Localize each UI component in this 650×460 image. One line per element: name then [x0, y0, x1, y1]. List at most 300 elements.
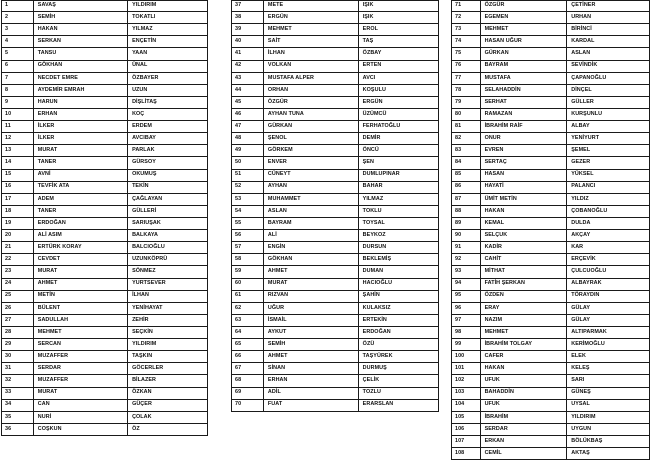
table-row [231, 48, 439, 60]
last-name-cell: ENÇETİN [132, 38, 157, 45]
table-row [231, 327, 439, 339]
table-row [451, 375, 650, 387]
table-row [451, 339, 650, 351]
first-name-cell: FUAT [264, 400, 359, 411]
table-row [231, 121, 439, 133]
row-number: 53 [232, 194, 264, 205]
first-name-cell: BAYRAM [481, 61, 568, 72]
last-name-cell: ÖZKAN [132, 389, 152, 396]
last-name-cell: PALANCI [571, 183, 596, 190]
row-number: 88 [452, 206, 481, 217]
table-row [451, 424, 650, 436]
row-number: 38 [232, 12, 264, 23]
table-row [231, 145, 439, 157]
table-row [1, 242, 208, 254]
row-number: 42 [232, 61, 264, 72]
last-name-cell: URHAN [571, 13, 592, 20]
table-row [1, 157, 208, 169]
last-name-cell: ERARSLAN [362, 401, 394, 408]
first-name-cell: SERHAT [481, 97, 568, 108]
table-row [451, 218, 650, 230]
table-row [1, 230, 208, 242]
last-name-cell: UYGUN [571, 425, 592, 432]
table-row [1, 133, 208, 145]
first-name-cell: ÖZGÜR [264, 97, 359, 108]
last-name-cell: ERÇEVİK [571, 256, 596, 263]
table-row [1, 400, 208, 412]
row-number: 63 [232, 315, 264, 326]
table-row [1, 424, 208, 436]
last-name-cell: HACIOĞLU [362, 280, 393, 287]
last-name-cell: BALKAYA [132, 231, 158, 238]
row-number: 98 [452, 327, 481, 338]
table-row [231, 0, 439, 12]
last-name-cell: ÖNCÜ [362, 147, 379, 154]
table-row [1, 85, 208, 97]
first-name-cell: EGEMEN [481, 12, 568, 23]
last-name-cell: KURŞUNLU [571, 110, 603, 117]
table-row [451, 182, 650, 194]
table-row [451, 170, 650, 182]
row-number: 25 [2, 291, 34, 302]
first-name-cell: ÖZGÜR [481, 1, 568, 11]
first-name-cell: ÜMİT METİN [481, 194, 568, 205]
last-name-cell: ŞEMEL [571, 147, 591, 154]
first-name-cell: HAYATİ [481, 182, 568, 193]
first-name-cell: İBRAHİM RAİF [481, 121, 568, 132]
table-row [231, 61, 439, 73]
row-number: 82 [452, 133, 481, 144]
last-name-cell: UYSAL [571, 401, 590, 408]
last-name-cell: BÖLÜKBAŞ [571, 437, 603, 444]
first-name-cell: FATİH ŞERKAN [481, 279, 568, 290]
row-number: 99 [452, 339, 481, 350]
first-name-cell: ADEM [34, 194, 128, 205]
row-number: 92 [452, 254, 481, 265]
last-name-cell: UZUN [132, 86, 148, 93]
first-name-cell: ENGİN [264, 242, 359, 253]
row-number: 90 [452, 230, 481, 241]
first-name-cell: AYDEMİR EMRAH [34, 85, 128, 96]
row-number: 50 [232, 157, 264, 168]
last-name-cell: KARDAL [571, 38, 595, 45]
row-number: 45 [232, 97, 264, 108]
table-row [231, 291, 439, 303]
last-name-cell: TOKLU [362, 207, 382, 214]
table-row [451, 363, 650, 375]
last-name-cell: DEMİR [362, 135, 381, 142]
last-name-cell: ÖZ [132, 425, 140, 432]
last-name-cell: TAŞYÜREK [362, 353, 393, 360]
first-name-cell: MURAT [34, 266, 128, 277]
row-number: 5 [2, 48, 34, 59]
first-name-cell: TEVFİK ATA [34, 182, 128, 193]
table-row [451, 254, 650, 266]
row-number: 44 [232, 85, 264, 96]
table-row [1, 388, 208, 400]
table-row [231, 242, 439, 254]
row-number: 67 [232, 363, 264, 374]
table-row [1, 266, 208, 278]
row-number: 54 [232, 206, 264, 217]
first-name-cell: BAYRAM [264, 218, 359, 229]
last-name-cell: TAŞ [362, 38, 374, 45]
last-name-cell: SARIUŞAK [132, 219, 161, 226]
table-row [231, 375, 439, 387]
table-row [1, 339, 208, 351]
row-number: 51 [232, 170, 264, 181]
last-name-cell: BEKLEMİŞ [362, 256, 392, 263]
first-name-cell: METİN [34, 291, 128, 302]
table-row [231, 400, 439, 412]
row-number: 46 [232, 109, 264, 120]
last-name-cell: DULDA [571, 219, 591, 226]
row-number: 27 [2, 315, 34, 326]
table-row [1, 97, 208, 109]
table-block-1 [1, 0, 208, 436]
first-name-cell: MUHAMMET [264, 194, 359, 205]
last-name-cell: SÖNMEZ [132, 268, 156, 275]
last-name-cell: ERDEM [132, 122, 152, 129]
table-block-2 [231, 0, 439, 412]
row-number: 107 [452, 436, 481, 447]
row-number: 32 [2, 375, 34, 386]
table-row [451, 97, 650, 109]
row-number: 52 [232, 182, 264, 193]
last-name-cell: KOŞULU [362, 86, 386, 93]
last-name-cell: FERHATOĞLU [362, 122, 401, 129]
last-name-cell: OKUMUŞ [132, 171, 157, 178]
first-name-cell: ÖZDEN [481, 291, 568, 302]
table-row [1, 315, 208, 327]
last-name-cell: ALBAY [571, 122, 590, 129]
first-name-cell: MUZAFFER [34, 351, 128, 362]
row-number: 18 [2, 206, 34, 217]
row-number: 108 [452, 448, 481, 459]
last-name-cell: SEVİNDİK [571, 62, 598, 69]
first-name-cell: CAN [34, 400, 128, 411]
row-number: 85 [452, 170, 481, 181]
first-name-cell: SERTAÇ [481, 157, 568, 168]
first-name-cell: HASAN [481, 170, 568, 181]
table-row [231, 351, 439, 363]
row-number: 84 [452, 157, 481, 168]
table-row [451, 121, 650, 133]
first-name-cell: MURAT [34, 145, 128, 156]
first-name-cell: SERDAR [481, 424, 568, 435]
table-row [231, 182, 439, 194]
row-number: 1 [2, 1, 34, 11]
first-name-cell: UFUK [481, 375, 568, 386]
table-row [231, 279, 439, 291]
last-name-cell: AKÇAY [571, 231, 591, 238]
first-name-cell: İBRAHİM [481, 412, 568, 423]
table-row [1, 303, 208, 315]
first-name-cell: SERDAR [34, 363, 128, 374]
first-name-cell: BÜLENT [34, 303, 128, 314]
table-row [1, 0, 208, 12]
first-name-cell: ERHAN [34, 109, 128, 120]
row-number: 77 [452, 73, 481, 84]
last-name-cell: EROL [362, 26, 378, 33]
last-name-cell: TEKİN [132, 183, 149, 190]
table-row [231, 254, 439, 266]
row-number: 8 [2, 85, 34, 96]
first-name-cell: EVREN [481, 145, 568, 156]
table-row [231, 230, 439, 242]
row-number: 72 [452, 12, 481, 23]
last-name-cell: KERİMOĞLU [571, 340, 605, 347]
last-name-cell: ALTIPARMAK [571, 328, 607, 335]
table-row [451, 206, 650, 218]
row-number: 9 [2, 97, 34, 108]
first-name-cell: SERKAN [34, 36, 128, 47]
first-name-cell: SAVAŞ [34, 1, 128, 11]
last-name-cell: YILDIRIM [571, 413, 596, 420]
table-row [451, 242, 650, 254]
first-name-cell: ALİ ASIM [34, 230, 128, 241]
first-name-cell: ERTÜRK KORAY [34, 242, 128, 253]
row-number: 78 [452, 85, 481, 96]
first-name-cell: MEHMET [481, 327, 568, 338]
table-row [231, 36, 439, 48]
first-name-cell: GÖRKEM [264, 145, 359, 156]
first-name-cell: SEMİH [264, 339, 359, 350]
first-name-cell: İSMAİL [264, 315, 359, 326]
row-number: 49 [232, 145, 264, 156]
row-number: 47 [232, 121, 264, 132]
table-row [231, 157, 439, 169]
table-row [451, 412, 650, 424]
last-name-cell: GÖCERLER [132, 365, 164, 372]
table-row [231, 133, 439, 145]
table-row [231, 339, 439, 351]
table-row [1, 170, 208, 182]
row-number: 19 [2, 218, 34, 229]
row-number: 43 [232, 73, 264, 84]
row-number: 7 [2, 73, 34, 84]
table-row [451, 85, 650, 97]
row-number: 76 [452, 61, 481, 72]
row-number: 73 [452, 24, 481, 35]
row-number: 2 [2, 12, 34, 23]
first-name-cell: AVNİ [34, 170, 128, 181]
table-row [1, 291, 208, 303]
row-number: 93 [452, 266, 481, 277]
first-name-cell: RIZVAN [264, 291, 359, 302]
last-name-cell: GÜRSOY [132, 159, 156, 166]
last-name-cell: GÜLLERİ [132, 207, 157, 214]
first-name-cell: CÜNEYT [264, 170, 359, 181]
last-name-cell: GÜLAY [571, 304, 591, 311]
row-number: 75 [452, 48, 481, 59]
table-row [231, 388, 439, 400]
last-name-cell: ZEHİR [132, 316, 149, 323]
row-number: 100 [452, 351, 481, 362]
table-row [451, 61, 650, 73]
table-row [231, 266, 439, 278]
row-number: 28 [2, 327, 34, 338]
table-block-3 [451, 0, 650, 460]
last-name-cell: GÜNEŞ [571, 389, 591, 396]
row-number: 68 [232, 375, 264, 386]
row-number: 36 [2, 424, 34, 435]
last-name-cell: YILDIRIM [132, 2, 157, 9]
table-row [451, 109, 650, 121]
row-number: 11 [2, 121, 34, 132]
row-number: 29 [2, 339, 34, 350]
first-name-cell: AYHAN TUNA [264, 109, 359, 120]
first-name-cell: MEHMET [34, 327, 128, 338]
row-number: 59 [232, 266, 264, 277]
table-row [231, 218, 439, 230]
table-row [231, 85, 439, 97]
last-name-cell: ÖZBAYER [132, 74, 159, 81]
table-row [231, 194, 439, 206]
last-name-cell: YILDIZ [571, 195, 589, 202]
first-name-cell: ORHAN [264, 85, 359, 96]
row-number: 87 [452, 194, 481, 205]
first-name-cell: AYHAN [264, 182, 359, 193]
table-row [1, 351, 208, 363]
first-name-cell: HAKAN [34, 24, 128, 35]
table-row [1, 375, 208, 387]
row-number: 58 [232, 254, 264, 265]
last-name-cell: BEYKOZ [362, 231, 386, 238]
row-number: 10 [2, 109, 34, 120]
first-name-cell: HAKAN [481, 363, 568, 374]
row-number: 86 [452, 182, 481, 193]
last-name-cell: AKTAŞ [571, 449, 590, 456]
first-name-cell: NAZIM [481, 315, 568, 326]
first-name-cell: İBRAHİM TOLGAY [481, 339, 568, 350]
first-name-cell: ERAY [481, 303, 568, 314]
last-name-cell: ŞAHİN [362, 292, 380, 299]
last-name-cell: ÇAĞLAYAN [132, 195, 163, 202]
row-number: 70 [232, 400, 264, 411]
first-name-cell: SEMİH [34, 12, 128, 23]
table-row [1, 412, 208, 424]
row-number: 17 [2, 194, 34, 205]
row-number: 95 [452, 291, 481, 302]
last-name-cell: ÇELİK [362, 377, 380, 384]
last-name-cell: BİRİNCİ [571, 26, 592, 33]
row-number: 21 [2, 242, 34, 253]
first-name-cell: CAHİT [481, 254, 568, 265]
table-row [1, 279, 208, 291]
row-number: 65 [232, 339, 264, 350]
first-name-cell: MİTHAT [481, 266, 568, 277]
last-name-cell: YÜKSEL [571, 171, 594, 178]
first-name-cell: AHMET [34, 279, 128, 290]
last-name-cell: SARI [571, 377, 585, 384]
last-name-cell: IŞIK [362, 13, 374, 20]
row-number: 64 [232, 327, 264, 338]
first-name-cell: MURAT [34, 388, 128, 399]
last-name-cell: DUMLUPINAR [362, 171, 400, 178]
first-name-cell: COŞKUN [34, 424, 128, 435]
last-name-cell: YENİHAYAT [132, 304, 163, 311]
table-row [231, 73, 439, 85]
last-name-cell: ERTEN [362, 62, 382, 69]
first-name-cell: NECDET EMRE [34, 73, 128, 84]
table-row [231, 24, 439, 36]
row-number: 4 [2, 36, 34, 47]
table-row [1, 61, 208, 73]
table-row [1, 363, 208, 375]
row-number: 12 [2, 133, 34, 144]
row-number: 80 [452, 109, 481, 120]
row-number: 74 [452, 36, 481, 47]
table-row [231, 363, 439, 375]
table-row [1, 12, 208, 24]
table-row [1, 218, 208, 230]
table-row [1, 182, 208, 194]
last-name-cell: ÖZBAY [362, 50, 382, 57]
last-name-cell: ÇOLAK [132, 413, 152, 420]
last-name-cell: SEÇKİN [132, 328, 153, 335]
last-name-cell: İLHAN [132, 292, 149, 299]
row-number: 34 [2, 400, 34, 411]
last-name-cell: ÜZÜMCÜ [362, 110, 387, 117]
first-name-cell: ASLAN [264, 206, 359, 217]
last-name-cell: IŞIK [362, 2, 374, 9]
table-row [1, 254, 208, 266]
row-number: 37 [232, 1, 264, 11]
row-number: 24 [2, 279, 34, 290]
row-number: 55 [232, 218, 264, 229]
table-row [1, 121, 208, 133]
first-name-cell: VOLKAN [264, 61, 359, 72]
last-name-cell: ÇULCUOĞLU [571, 268, 607, 275]
row-number: 6 [2, 61, 34, 72]
table-row [1, 206, 208, 218]
first-name-cell: UFUK [481, 400, 568, 411]
last-name-cell: GÜLAY [571, 316, 591, 323]
row-number: 66 [232, 351, 264, 362]
last-name-cell: GÜÇER [132, 401, 152, 408]
row-number: 89 [452, 218, 481, 229]
last-name-cell: KELEŞ [571, 365, 590, 372]
last-name-cell: ÖZÜ [362, 340, 375, 347]
first-name-cell: HARUN [34, 97, 128, 108]
row-number: 81 [452, 121, 481, 132]
last-name-cell: YILMAZ [362, 195, 384, 202]
first-name-cell: KADİR [481, 242, 568, 253]
first-name-cell: MUSTAFA ALPER [264, 73, 359, 84]
row-number: 91 [452, 242, 481, 253]
row-number: 103 [452, 388, 481, 399]
table-row [451, 157, 650, 169]
row-number: 20 [2, 230, 34, 241]
last-name-cell: AVCIBAY [132, 135, 156, 142]
row-number: 106 [452, 424, 481, 435]
first-name-cell: SİNAN [264, 363, 359, 374]
row-number: 105 [452, 412, 481, 423]
first-name-cell: GÜRKAN [264, 121, 359, 132]
last-name-cell: TOZLU [362, 389, 381, 396]
first-name-cell: SADULLAH [34, 315, 128, 326]
row-number: 69 [232, 388, 264, 399]
table-row [451, 315, 650, 327]
last-name-cell: YURTSEVER [132, 280, 166, 287]
last-name-cell: DUMAN [362, 268, 384, 275]
first-name-cell: MEHMET [481, 24, 568, 35]
last-name-cell: ELEK [571, 353, 586, 360]
first-name-cell: MUZAFFER [34, 375, 128, 386]
table-row [451, 400, 650, 412]
last-name-cell: YILDIRIM [132, 340, 157, 347]
